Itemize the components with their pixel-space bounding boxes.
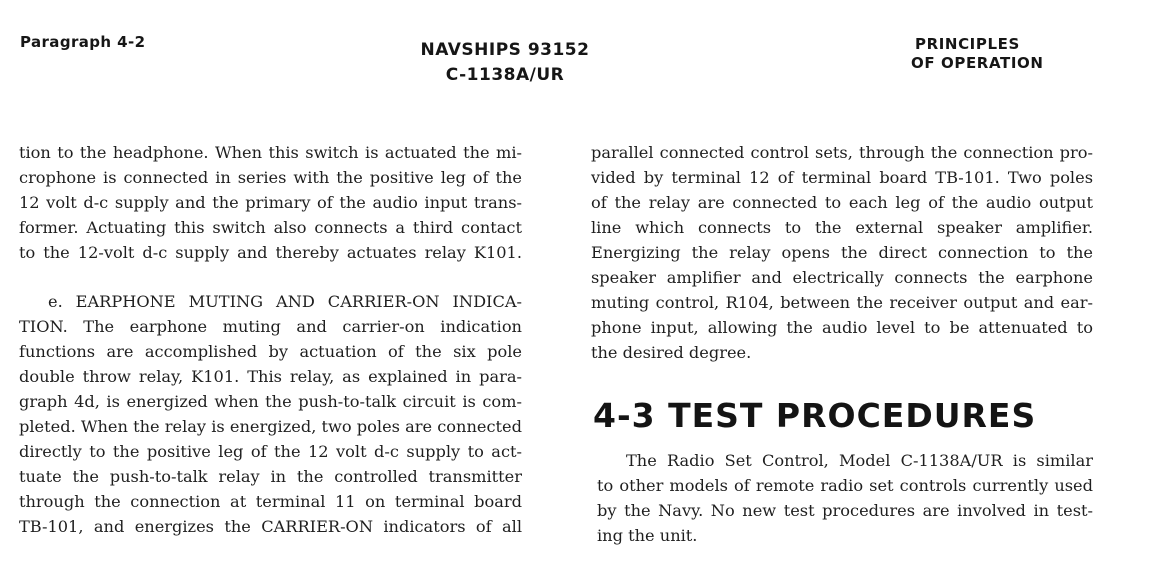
text-line: line which connects to the external speaker amplifier. — [591, 218, 1093, 237]
text-line: Energizing the relay opens the direct connection to the — [591, 243, 1093, 262]
section-heading: 4-3 TEST PROCEDURES — [593, 396, 1037, 435]
text-line: parallel connected control sets, through the connection pro- — [591, 143, 1093, 162]
text-line: e. EARPHONE MUTING AND CARRIER-ON INDICA- — [48, 292, 522, 311]
text-line: vided by terminal 12 of terminal board TB-101. Two poles — [591, 168, 1093, 187]
text-line: phone input, allowing the audio level to be attenuated to — [591, 318, 1093, 337]
header-navships-number: NAVSHIPS 93152 — [420, 40, 590, 60]
header-document-id — [0, 38, 1010, 88]
text-line: double throw relay, K101. This relay, as explained in para- — [19, 367, 522, 386]
text-line: TB-101, and energizes the CARRIER-ON indicators of all — [19, 517, 522, 536]
text-line: the desired degree. — [591, 343, 752, 362]
text-line: ing the unit. — [597, 526, 698, 545]
text-line: 12 volt d-c supply and the primary of the audio input trans- — [19, 193, 522, 212]
header-section-title — [911, 35, 1044, 73]
right-paragraph-2 — [591, 448, 1093, 548]
text-line: functions are accomplished by actuation of the six pole — [19, 342, 522, 361]
left-paragraph-1 — [19, 140, 522, 265]
right-paragraph-1 — [591, 140, 1093, 365]
text-line: to other models of remote radio set controls currently used — [597, 476, 1093, 495]
header-section-line2: OF OPERATION — [911, 54, 1044, 72]
text-line: former. Actuating this switch also connects a third contact — [19, 218, 522, 237]
left-paragraph-2 — [19, 289, 522, 539]
text-line: The Radio Set Control, Model C-1138A/UR is similar — [626, 451, 1093, 470]
text-line: directly to the positive leg of the 12 volt d-c supply to act- — [19, 442, 522, 461]
text-line: tion to the headphone. When this switch is actuated the mi- — [19, 143, 522, 162]
text-line: speaker amplifier and electrically connects the earphone — [591, 268, 1093, 287]
text-line: through the connection at terminal 11 on terminal board — [19, 492, 522, 511]
text-line: of the relay are connected to each leg of the audio output — [591, 193, 1093, 212]
text-line: by the Navy. No new test procedures are involved in test- — [597, 501, 1093, 520]
text-line: pleted. When the relay is energized, two poles are connected — [19, 417, 522, 436]
text-line: muting control, R104, between the receiver output and ear- — [591, 293, 1093, 312]
header-paragraph-ref: Paragraph 4-2 — [20, 33, 146, 51]
left-column — [19, 140, 522, 539]
text-line: to the 12-volt d-c supply and thereby actuates relay K101. — [19, 243, 522, 262]
text-line: crophone is connected in series with the positive leg of the — [19, 168, 522, 187]
text-line: tuate the push-to-talk relay in the controlled transmitter — [19, 467, 522, 486]
text-line: graph 4d, is energized when the push-to-talk circuit is com- — [19, 392, 522, 411]
header-model-number: C-1138A/UR — [445, 65, 565, 85]
right-column — [591, 140, 1093, 548]
text-line: TION. The earphone muting and carrier-on indication — [19, 317, 522, 336]
header-section-line1: PRINCIPLES — [915, 35, 1020, 53]
